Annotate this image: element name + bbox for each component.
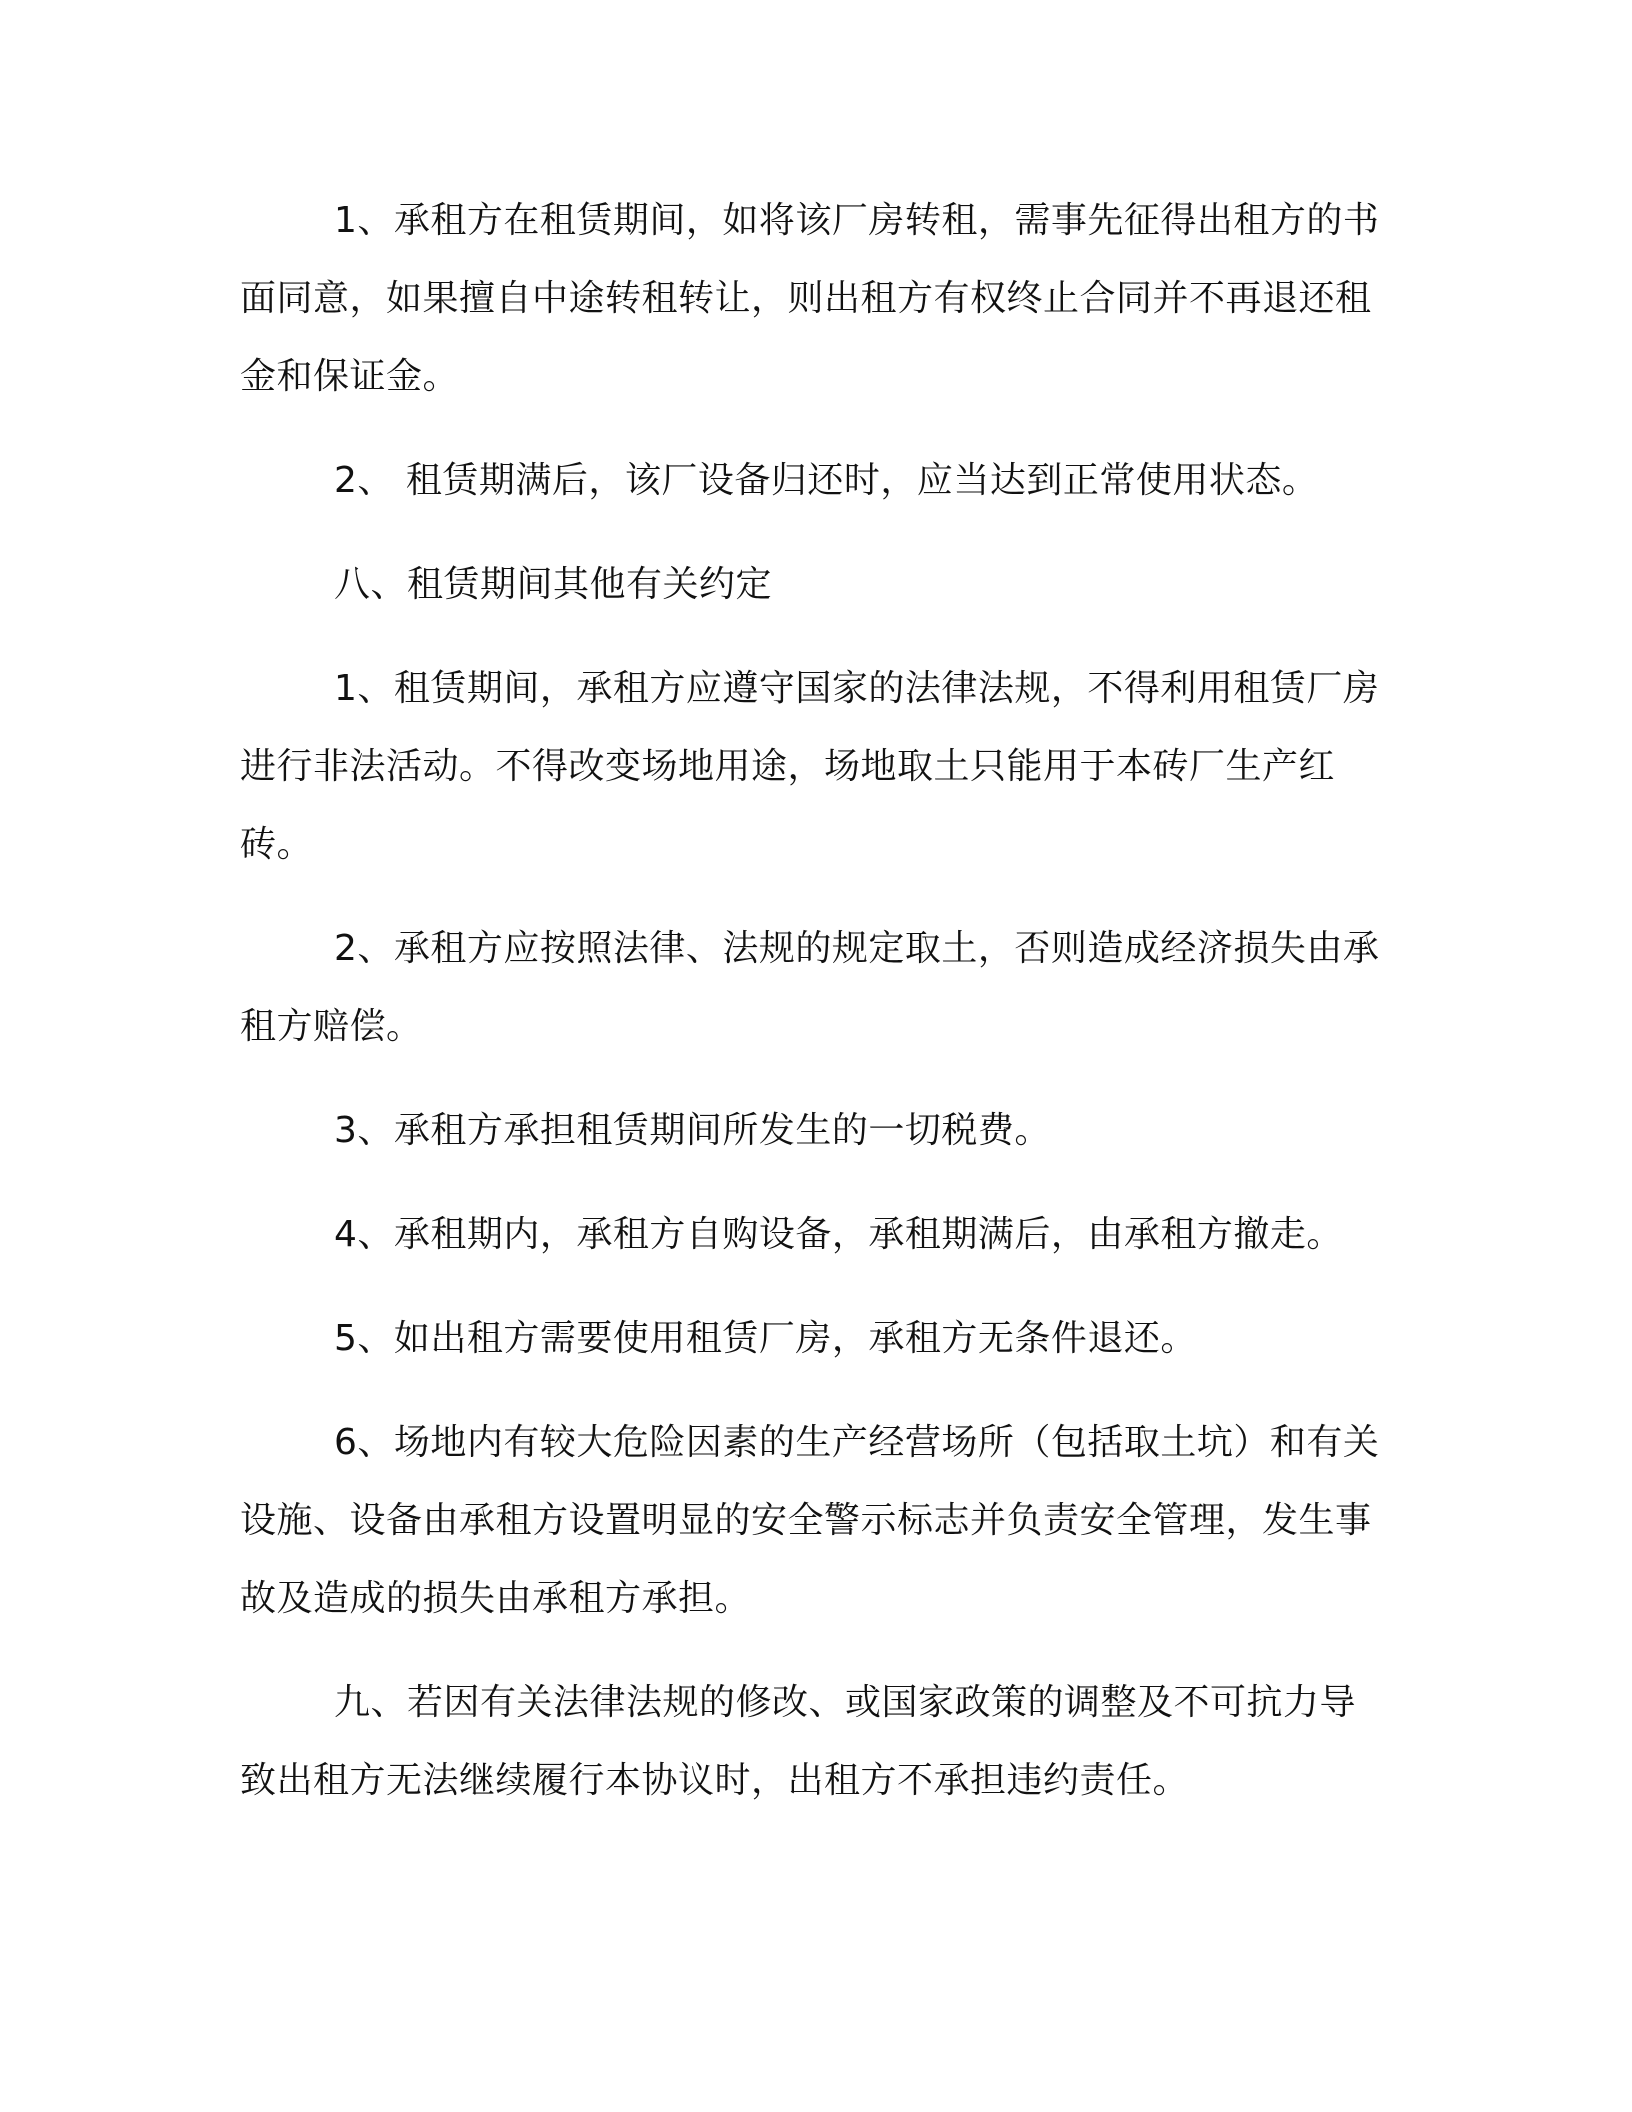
clause-8-5: 5、如出租方需要使用租赁厂房，承租方无条件退还。 (334, 1318, 1197, 1359)
section-8-heading: 八、租赁期间其他有关约定 (334, 564, 773, 605)
clause-8-3: 3、承租方承担租赁期间所发生的一切税费。 (334, 1110, 1051, 1151)
clause-8-6: 6、场地内有较大危险因素的生产经营场所（包括取土坑）和有关设施、设备由承租方设置明显的安全警示标志并负责安全管理，发生事故及造成的损失由承租方承担。 (240, 1422, 1380, 1619)
document-body (240, 182, 1390, 1846)
clause-7-2: 2、 租赁期满后，该厂设备归还时，应当达到正常使用状态。 (334, 460, 1319, 501)
clause-8-2: 2、承租方应按照法律、法规的规定取土，否则造成经济损失由承租方赔偿。 (240, 928, 1380, 1047)
clause-8-1: 1、租赁期间，承租方应遵守国家的法律法规，不得利用租赁厂房进行非法活动。不得改变场地用途，场地取土只能用于本砖厂生产红砖。 (240, 668, 1380, 865)
clause-8-4: 4、承租期内，承租方自购设备，承租期满后，由承租方撤走。 (334, 1214, 1343, 1255)
section-9-paragraph: 九、若因有关法律法规的修改、或国家政策的调整及不可抗力导致出租方无法继续履行本协议时，出租方不承担违约责任。 (240, 1682, 1357, 1801)
clause-7-1: 1、承租方在租赁期间，如将该厂房转租，需事先征得出租方的书面同意，如果擅自中途转租转让，则出租方有权终止合同并不再退还租金和保证金。 (240, 200, 1380, 397)
